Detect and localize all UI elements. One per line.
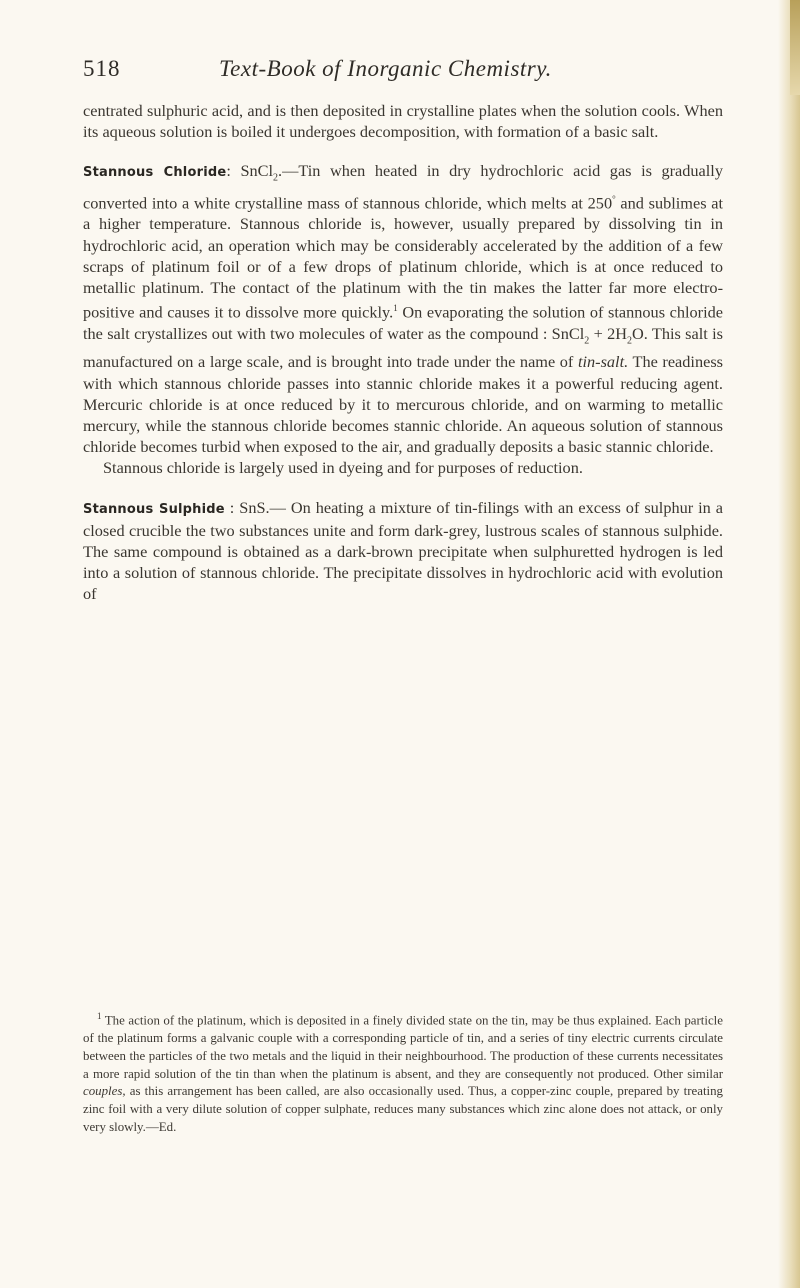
paragraph-text: and sublimes at a higher temperature. Stannous chloride is, however, usually prepared by dissolving tin in hydrochloric acid, an operation which may be considerably accelerated by the addition of a few scraps of platinum foil or of a few drops of platinum chloride, which is at once reduced to metallic platinum. The contact of the platinum with the tin makes the latter far more electro-positive and causes it to dissolve more quickly. bbox=[83, 193, 724, 322]
section-stannous-sulphide bbox=[83, 497, 723, 605]
section-stannous-chloride bbox=[83, 160, 723, 457]
paragraph-closing: Stannous chloride is largely used in dyeing and for purposes of reduction. bbox=[103, 458, 583, 478]
page-number: 518 bbox=[83, 56, 121, 81]
footnote bbox=[83, 1008, 723, 1137]
formula-text: : SnCl bbox=[226, 161, 274, 181]
page-edge-stain bbox=[790, 0, 800, 95]
footnote-text: as this arrangement has been called, are also occasionally used. Thus, a copper-zinc couple, prepared by treating zinc foil with a very dilute solution of copper sulphate, reduces many substances which zinc alone does not attack, or only very slowly.—Ed. bbox=[83, 1084, 723, 1135]
main-text bbox=[83, 100, 723, 605]
subscript: 2 bbox=[627, 335, 633, 347]
footnote-reference: 1 bbox=[393, 303, 398, 314]
footnote-number: 1 bbox=[97, 1011, 102, 1021]
subscript: 2 bbox=[273, 172, 279, 184]
running-title: Text-Book of Inorganic Chemistry. bbox=[219, 56, 552, 81]
paragraph-text: + 2H bbox=[589, 323, 628, 343]
paragraph-text: : SnS.— On heating a mixture of tin-filings with an excess of sulphur in a closed crucible the two substances unite and form dark-grey, lustrous scales of stannous sulphide. The same compound is obtained as a dark-brown precipitate when sulphuretted hydrogen is led into a solution of stannous chloride. The precipitate dissolves in hydrochloric acid with evolution of bbox=[83, 497, 723, 604]
paragraph-text: .—Tin when heated in dry hydrochloric acid gas is gradually converted into a white crystalline mass of stannous chloride, which melts at 250 bbox=[83, 161, 723, 213]
footnote-block bbox=[83, 1008, 723, 1137]
paragraph-text: The readiness with which stannous chloride passes into stannic chloride makes it a powerful reducing agent. Mercuric chloride is at once reduced by it to mercurous chloride, and on warming to metallic mercury, while the stannous chloride becomes stannic chloride. An aqueous solution of stannous chloride becomes turbid when exposed to the air, and gradually deposits a basic stannic chloride. bbox=[83, 352, 723, 457]
subscript: 2 bbox=[584, 335, 590, 347]
paragraph-text: On evaporating the solution of stannous chloride the salt crystallizes out with two molecules of water as the compound : SnCl bbox=[83, 302, 723, 343]
footnote-text: The action of the platinum, which is deposited in a finely divided state on the tin, may be thus explained. Each particle of the platinum forms a galvanic couple with a corresponding particle of tin, and a series of tiny electric currents circulate between the particles of the two metals and the liquid in their neighbourhood. The production of these currents necessitates a more rapid solution of the tin than when the platinum is absent, and they are consequently not produced. Other similar bbox=[83, 1013, 723, 1081]
section-heading: Stannous Sulphide bbox=[83, 501, 225, 517]
page-header bbox=[83, 56, 723, 90]
degree-sign: ° bbox=[612, 193, 616, 204]
page-edge bbox=[778, 0, 800, 1288]
paragraph-text: O. This salt is manufactured on a large scale, and is brought into trade under the name of bbox=[83, 323, 723, 372]
italic-term: tin-salt. bbox=[577, 352, 629, 372]
section-heading: Stannous Chloride bbox=[83, 165, 227, 181]
paragraph-continuation: centrated sulphuric acid, and is then deposited in crystalline plates when the solution cools. When its aqueous solution is boiled it undergoes decomposition, with formation of a basic salt. bbox=[83, 101, 723, 142]
italic-term: couples, bbox=[83, 1084, 126, 1099]
